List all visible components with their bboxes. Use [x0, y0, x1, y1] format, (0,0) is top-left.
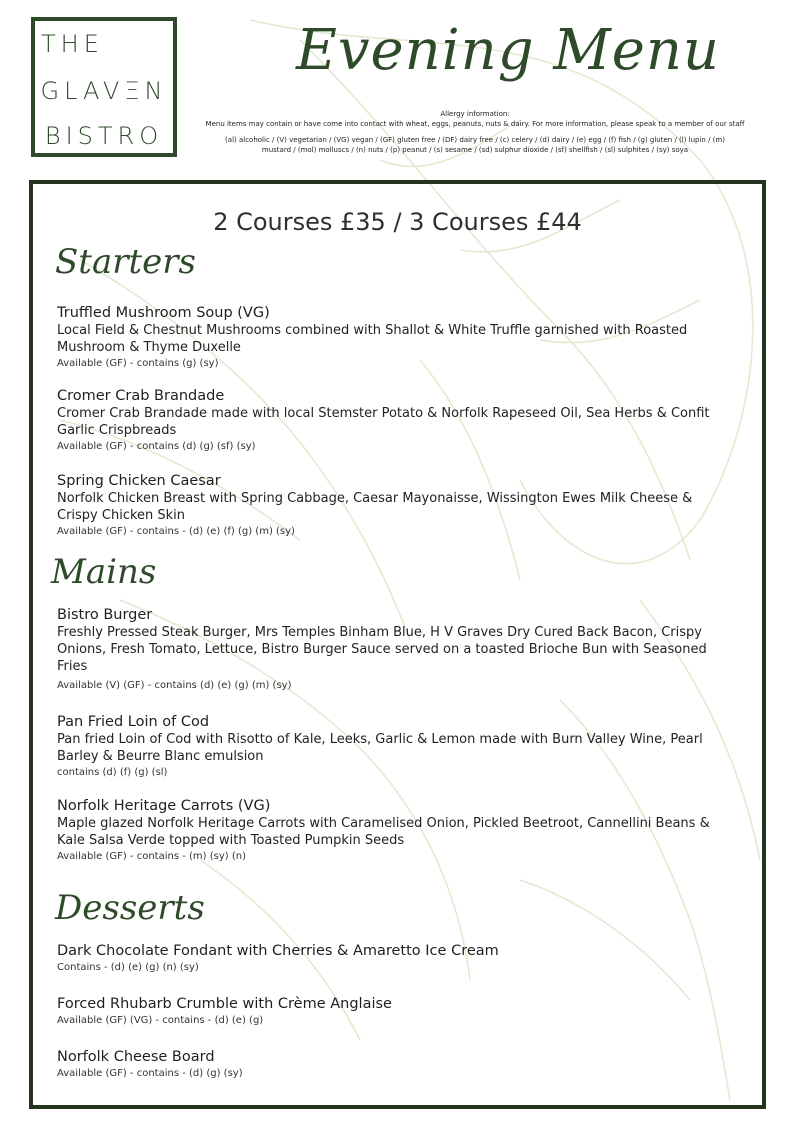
dish-allergens: Available (GF) - contains - (m) (sy) (n)	[57, 851, 246, 862]
allergy-information	[180, 110, 770, 155]
allergy-key-line-1: (al) alcoholic / (V) vegetarian / (VG) vegan / (GF) gluten free / (DF) dairy free / (c) celery / (d) dairy / (e) egg / (f) fish / (g) gluten / (l) lupin / (m)	[225, 136, 725, 144]
dish-name: Truffled Mushroom Soup (VG)	[57, 305, 270, 321]
dish-description: Maple glazed Norfolk Heritage Carrots with Caramelised Onion, Pickled Beetroot, Cannellini Beans & Kale Salsa Verde topped with Toasted Pumpkin Seeds	[57, 816, 710, 848]
dish-allergens: Contains - (d) (e) (g) (n) (sy)	[57, 962, 199, 973]
dish-name: Norfolk Cheese Board	[57, 1049, 215, 1065]
logo-line-bistro: BISTRO	[44, 122, 164, 150]
logo-line-the: THE	[41, 30, 104, 58]
dish-item	[57, 387, 717, 453]
dish-item	[57, 713, 717, 779]
dish-item	[57, 304, 717, 370]
dish-name: Cromer Crab Brandade	[57, 388, 225, 404]
dish-description: Local Field & Chestnut Mushrooms combined with Shallot & White Truffle garnished with Roasted Mushroom & Thyme Duxelle	[57, 323, 688, 355]
dish-description: Freshly Pressed Steak Burger, Mrs Temples Binham Blue, H V Graves Dry Cured Back Bacon, Crispy Onions, Fresh Tomato, Lettuce, Bistro Burger Sauce served on a toasted Brioche Bun with Seasoned Fries	[57, 625, 707, 674]
dish-name: Norfolk Heritage Carrots (VG)	[57, 798, 271, 814]
dish-description: Pan fried Loin of Cod with Risotto of Kale, Leeks, Garlic & Lemon made with Burn Valley Wine, Pearl Barley & Beurre Blanc emulsion	[57, 732, 703, 764]
dish-name: Pan Fried Loin of Cod	[57, 714, 210, 730]
dish-allergens: Available (GF) - contains - (d) (g) (sy)	[57, 1068, 243, 1079]
bistro-logo	[31, 17, 177, 157]
dish-name: Bistro Burger	[57, 607, 153, 623]
dish-item	[57, 995, 717, 1027]
dish-name: Forced Rhubarb Crumble with Crème Anglaise	[57, 996, 392, 1012]
dish-item	[57, 1048, 717, 1080]
dish-item	[57, 472, 717, 538]
dish-allergens: Available (GF) - contains (d) (g) (sf) (sy)	[57, 441, 256, 452]
section-title-starters: Starters	[55, 242, 196, 282]
dish-name: Spring Chicken Caesar	[57, 473, 221, 489]
allergy-heading: Allergy information:	[440, 110, 510, 118]
page-title: Evening Menu	[296, 18, 720, 83]
course-pricing: 2 Courses £35 / 3 Courses £44	[213, 208, 582, 236]
dish-item	[57, 942, 717, 974]
dish-item	[57, 606, 717, 692]
dish-description: Norfolk Chicken Breast with Spring Cabbage, Caesar Mayonaisse, Wissington Ewes Milk Cheese & Crispy Chicken Skin	[57, 491, 693, 523]
dish-allergens: Available (GF) - contains (g) (sy)	[57, 358, 219, 369]
dish-name: Dark Chocolate Fondant with Cherries & Amaretto Ice Cream	[57, 943, 499, 959]
dish-item	[57, 797, 717, 863]
dish-allergens: Available (GF) - contains - (d) (e) (f) (g) (m) (sy)	[57, 526, 295, 537]
logo-line-glaven: GLAVΞN	[40, 77, 168, 105]
dish-allergens: Available (GF) (VG) - contains - (d) (e) (g)	[57, 1015, 264, 1026]
section-title-mains: Mains	[51, 552, 157, 592]
dish-allergens: contains (d) (f) (g) (sl)	[57, 767, 168, 778]
allergy-notice: Menu items may contain or have come into contact with wheat, eggs, peanuts, nuts & dairy. For more information, please speak to a member of our staff	[205, 119, 745, 128]
dish-description: Cromer Crab Brandade made with local Stemster Potato & Norfolk Rapeseed Oil, Sea Herbs & Confit Garlic Crispbreads	[57, 406, 710, 438]
allergy-key-line-2: mustard / (mol) molluscs / (n) nuts / (p) peanut / (s) sesame / (sd) sulphur dioxide / (sf) shellfish / (sl) sulphites / (sy) soya	[261, 145, 689, 154]
dish-allergens: Available (V) (GF) - contains (d) (e) (g) (m) (sy)	[57, 680, 292, 691]
menu-frame	[29, 180, 766, 1109]
section-title-desserts: Desserts	[55, 888, 205, 928]
